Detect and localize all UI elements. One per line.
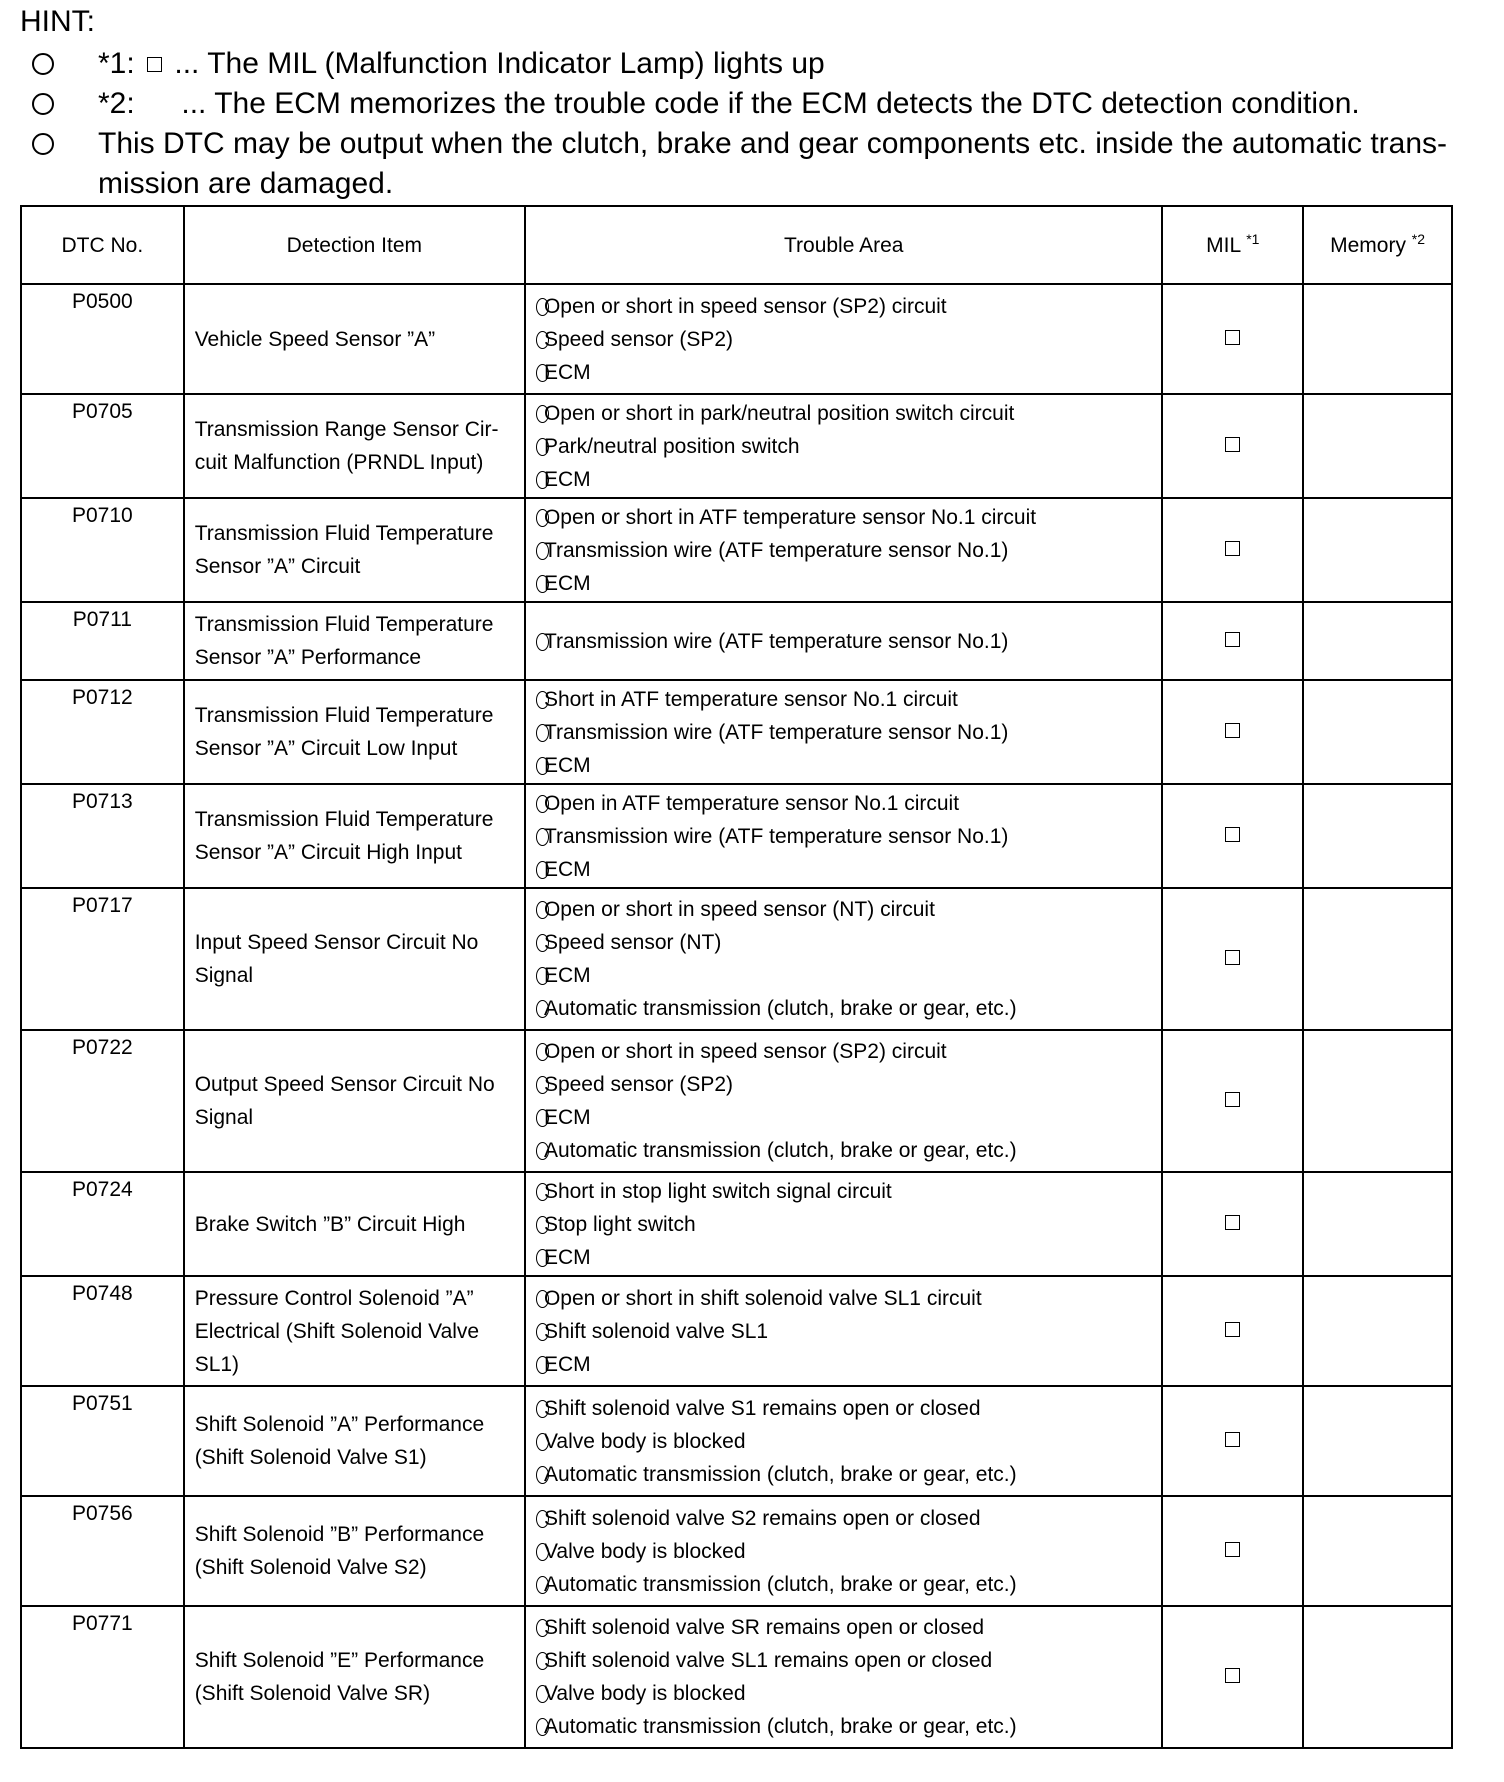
mil-square-icon xyxy=(1225,1542,1240,1557)
memory-cell xyxy=(1303,888,1452,1030)
trouble-area-item xyxy=(536,749,1152,782)
memory-cell xyxy=(1303,1276,1452,1386)
mil-cell xyxy=(1162,498,1303,602)
header-memory-note: *2 xyxy=(1411,230,1426,247)
trouble-area-item xyxy=(536,787,1152,820)
hint-note-text: ... The MIL (Malfunction Indicator Lamp) lights up xyxy=(174,47,825,80)
trouble-area-item xyxy=(536,1282,1152,1315)
mil-square-icon xyxy=(1225,950,1240,965)
table-row xyxy=(21,498,1452,602)
trouble-area-text: Open or short in park/neutral position switch circuit xyxy=(543,401,1015,425)
trouble-area-item xyxy=(536,1535,1152,1568)
mil-square-icon xyxy=(1225,1322,1240,1337)
trouble-area-text: ECM xyxy=(543,1106,591,1129)
mil-cell xyxy=(1162,1606,1303,1748)
trouble-area-text: Park/neutral position switch xyxy=(543,434,800,458)
memory-cell xyxy=(1303,284,1452,394)
table-row xyxy=(21,784,1452,888)
table-row xyxy=(21,1386,1452,1496)
trouble-area-item xyxy=(536,1348,1152,1381)
memory-cell xyxy=(1303,1606,1452,1748)
trouble-area-cell xyxy=(525,680,1163,784)
hint-item-mil-note xyxy=(20,44,1460,84)
trouble-area-item xyxy=(536,820,1152,853)
trouble-area-text: Shift solenoid valve S1 remains open or closed xyxy=(543,1396,981,1420)
mil-cell xyxy=(1162,284,1303,394)
bullet-circle-icon xyxy=(32,133,54,155)
trouble-area-text: Open or short in speed sensor (NT) circuit xyxy=(543,898,935,921)
trouble-area-text: Speed sensor (NT) xyxy=(543,931,722,954)
mil-square-icon xyxy=(1225,827,1240,842)
trouble-area-item xyxy=(536,1035,1152,1068)
trouble-area-item xyxy=(536,959,1152,992)
trouble-area-item xyxy=(536,992,1152,1025)
bullet-circle-icon xyxy=(32,93,54,115)
dtc-code-cell: P0722 xyxy=(21,1030,184,1172)
trouble-area-item xyxy=(536,1134,1152,1167)
detection-item-cell: Pressure Control Solenoid ”A” Electrical (Shift Solenoid Valve SL1) xyxy=(184,1276,525,1386)
memory-cell xyxy=(1303,784,1452,888)
trouble-area-text: Speed sensor (SP2) xyxy=(543,327,734,351)
dtc-code-cell: P0710 xyxy=(21,498,184,602)
trouble-area-item xyxy=(536,567,1152,600)
mil-square-icon xyxy=(1225,330,1240,345)
trouble-area-item xyxy=(536,534,1152,567)
trouble-area-item xyxy=(536,1710,1152,1743)
trouble-area-item xyxy=(536,356,1152,389)
mil-square-icon xyxy=(1225,632,1240,647)
trouble-area-text: Shift solenoid valve SL1 remains open or closed xyxy=(543,1649,993,1672)
table-row xyxy=(21,680,1452,784)
dtc-code-cell: P0717 xyxy=(21,888,184,1030)
trouble-area-text: Stop light switch xyxy=(543,1212,696,1236)
mil-cell xyxy=(1162,1030,1303,1172)
trouble-area-text: ECM xyxy=(543,1245,591,1269)
trouble-area-item xyxy=(536,716,1152,749)
trouble-area-item xyxy=(536,430,1152,463)
trouble-area-text: ECM xyxy=(543,857,591,881)
mil-square-icon xyxy=(1225,1215,1240,1230)
table-row xyxy=(21,1030,1452,1172)
mil-cell xyxy=(1162,1276,1303,1386)
trouble-area-item xyxy=(536,1502,1152,1535)
trouble-area-text: ECM xyxy=(543,753,591,777)
header-mil-label: MIL xyxy=(1206,233,1241,257)
trouble-area-item xyxy=(536,926,1152,959)
table-row xyxy=(21,1496,1452,1606)
trouble-area-text: Open or short in speed sensor (SP2) circuit xyxy=(543,294,947,318)
detection-item-cell: Transmission Fluid Temperature Sensor ”A” Circuit xyxy=(184,498,525,602)
header-detection-item: Detection Item xyxy=(184,206,525,284)
mil-square-icon xyxy=(1225,1668,1240,1683)
trouble-area-item xyxy=(536,683,1152,716)
trouble-area-item xyxy=(536,1101,1152,1134)
trouble-area-text: Short in stop light switch signal circuit xyxy=(543,1179,892,1203)
trouble-area-item xyxy=(536,397,1152,430)
trouble-area-text: Shift solenoid valve SL1 xyxy=(543,1319,769,1343)
detection-item-cell: Shift Solenoid ”A” Performance (Shift Solenoid Valve S1) xyxy=(184,1386,525,1496)
trouble-area-item xyxy=(536,290,1152,323)
trouble-area-item xyxy=(536,1677,1152,1710)
mil-square-icon xyxy=(1225,1092,1240,1107)
mil-square-icon xyxy=(1225,1432,1240,1447)
trouble-area-cell xyxy=(525,284,1163,394)
mil-cell xyxy=(1162,1386,1303,1496)
trouble-area-cell xyxy=(525,1496,1163,1606)
trouble-area-cell xyxy=(525,1030,1163,1172)
detection-item-cell: Transmission Fluid Temperature Sensor ”A” Circuit Low Input xyxy=(184,680,525,784)
trouble-area-item xyxy=(536,625,1152,658)
memory-cell xyxy=(1303,1030,1452,1172)
trouble-area-text: ECM xyxy=(543,571,591,595)
memory-cell xyxy=(1303,394,1452,498)
table-body xyxy=(21,284,1452,1748)
mil-cell xyxy=(1162,1496,1303,1606)
trouble-area-cell xyxy=(525,1172,1163,1276)
bullet-circle-icon xyxy=(32,53,54,75)
table-header-row xyxy=(21,206,1452,284)
trouble-area-item xyxy=(536,463,1152,496)
dtc-code-cell: P0724 xyxy=(21,1172,184,1276)
detection-item-cell: Shift Solenoid ”E” Performance (Shift Solenoid Valve SR) xyxy=(184,1606,525,1748)
hint-item-damage-note xyxy=(20,124,1460,204)
trouble-area-cell xyxy=(525,602,1163,680)
detection-item-cell: Transmission Range Sensor Cir- cuit Malfunction (PRNDL Input) xyxy=(184,394,525,498)
hint-note-marker: *1: xyxy=(98,47,135,80)
hint-title: HINT: xyxy=(20,5,95,38)
trouble-area-text: Short in ATF temperature sensor No.1 circuit xyxy=(543,687,958,711)
trouble-area-text: Open or short in shift solenoid valve SL1 circuit xyxy=(543,1286,982,1310)
header-mil-note: *1 xyxy=(1246,230,1260,247)
trouble-area-item xyxy=(536,323,1152,356)
trouble-area-item xyxy=(536,1241,1152,1274)
memory-cell xyxy=(1303,602,1452,680)
detection-item-cell: Vehicle Speed Sensor ”A” xyxy=(184,284,525,394)
detection-item-cell: Output Speed Sensor Circuit No Signal xyxy=(184,1030,525,1172)
trouble-area-text: Shift solenoid valve SR remains open or closed xyxy=(543,1616,985,1639)
dtc-code-cell: P0712 xyxy=(21,680,184,784)
header-mil xyxy=(1162,206,1303,284)
trouble-area-item xyxy=(536,1068,1152,1101)
header-memory-label: Memory xyxy=(1330,233,1406,257)
table-row xyxy=(21,1606,1452,1748)
mil-cell xyxy=(1162,1172,1303,1276)
detection-item-cell: Transmission Fluid Temperature Sensor ”A” Circuit High Input xyxy=(184,784,525,888)
trouble-area-text: ECM xyxy=(543,360,591,384)
memory-cell xyxy=(1303,1386,1452,1496)
table-row xyxy=(21,394,1452,498)
trouble-area-text: Automatic transmission (clutch, brake or gear, etc.) xyxy=(543,1572,1017,1596)
header-dtc-no: DTC No. xyxy=(21,206,184,284)
dtc-code-cell: P0751 xyxy=(21,1386,184,1496)
dtc-table xyxy=(20,205,1453,1749)
trouble-area-item xyxy=(536,1568,1152,1601)
trouble-area-text: Shift solenoid valve S2 remains open or closed xyxy=(543,1506,981,1530)
hint-section xyxy=(20,4,1460,204)
detection-item-cell: Transmission Fluid Temperature Sensor ”A” Performance xyxy=(184,602,525,680)
trouble-area-text: Open or short in ATF temperature sensor No.1 circuit xyxy=(543,505,1037,529)
trouble-area-cell xyxy=(525,1276,1163,1386)
dtc-code-cell: P0711 xyxy=(21,602,184,680)
table-row xyxy=(21,602,1452,680)
mil-cell xyxy=(1162,784,1303,888)
trouble-area-cell xyxy=(525,394,1163,498)
mil-cell xyxy=(1162,680,1303,784)
trouble-area-text: Speed sensor (SP2) xyxy=(543,1073,734,1096)
trouble-area-text: Transmission wire (ATF temperature sensor No.1) xyxy=(543,629,1009,653)
trouble-area-item xyxy=(536,853,1152,886)
trouble-area-cell xyxy=(525,784,1163,888)
memory-cell xyxy=(1303,1172,1452,1276)
trouble-area-cell xyxy=(525,1386,1163,1496)
trouble-area-item xyxy=(536,1175,1152,1208)
trouble-area-text: Open in ATF temperature sensor No.1 circuit xyxy=(543,791,960,815)
mil-cell xyxy=(1162,602,1303,680)
trouble-area-item xyxy=(536,1208,1152,1241)
trouble-area-text: Valve body is blocked xyxy=(543,1539,746,1563)
trouble-area-cell xyxy=(525,888,1163,1030)
mil-square-icon xyxy=(1225,541,1240,556)
trouble-area-item xyxy=(536,1458,1152,1491)
detection-item-cell: Brake Switch ”B” Circuit High xyxy=(184,1172,525,1276)
trouble-area-text: Automatic transmission (clutch, brake or gear, etc.) xyxy=(543,1462,1017,1486)
table-row xyxy=(21,888,1452,1030)
trouble-area-text: ECM xyxy=(543,1352,591,1376)
hint-note-text: ... The ECM memorizes the trouble code if the ECM detects the DTC detection condition. xyxy=(181,87,1360,120)
memory-cell xyxy=(1303,1496,1452,1606)
detection-item-cell: Shift Solenoid ”B” Performance (Shift Solenoid Valve S2) xyxy=(184,1496,525,1606)
dtc-code-cell: P0748 xyxy=(21,1276,184,1386)
mil-cell xyxy=(1162,394,1303,498)
trouble-area-item xyxy=(536,1392,1152,1425)
trouble-area-item xyxy=(536,1315,1152,1348)
header-memory xyxy=(1303,206,1452,284)
memory-cell xyxy=(1303,680,1452,784)
table-row xyxy=(21,284,1452,394)
dtc-code-cell: P0705 xyxy=(21,394,184,498)
mil-square-icon xyxy=(1225,723,1240,738)
dtc-code-cell: P0713 xyxy=(21,784,184,888)
mil-square-icon xyxy=(1225,437,1240,452)
trouble-area-text: ECM xyxy=(543,964,591,987)
detection-item-cell: Input Speed Sensor Circuit No Signal xyxy=(184,888,525,1030)
dtc-code-cell: P0771 xyxy=(21,1606,184,1748)
trouble-area-text: Valve body is blocked xyxy=(543,1682,746,1705)
trouble-area-text: Automatic transmission (clutch, brake or gear, etc.) xyxy=(543,1715,1017,1738)
trouble-area-item xyxy=(536,1425,1152,1458)
trouble-area-text: Automatic transmission (clutch, brake or gear, etc.) xyxy=(543,1139,1017,1162)
hint-note-marker: *2: xyxy=(98,87,135,120)
dtc-code-cell: P0756 xyxy=(21,1496,184,1606)
hint-item-memory-note xyxy=(20,84,1460,124)
trouble-area-text: Open or short in speed sensor (SP2) circuit xyxy=(543,1040,947,1063)
mil-cell xyxy=(1162,888,1303,1030)
trouble-area-item xyxy=(536,1611,1152,1644)
memory-cell xyxy=(1303,498,1452,602)
trouble-area-item xyxy=(536,893,1152,926)
table-row xyxy=(21,1172,1452,1276)
trouble-area-cell xyxy=(525,498,1163,602)
trouble-area-text: Transmission wire (ATF temperature sensor No.1) xyxy=(543,824,1009,848)
trouble-area-item xyxy=(536,501,1152,534)
trouble-area-text: Transmission wire (ATF temperature sensor No.1) xyxy=(543,720,1009,744)
trouble-area-text: Valve body is blocked xyxy=(543,1429,746,1453)
hint-note-text: This DTC may be output when the clutch, brake and gear components etc. inside the automatic trans- mission are damaged. xyxy=(98,127,1448,200)
dtc-code-cell: P0500 xyxy=(21,284,184,394)
table-row xyxy=(21,1276,1452,1386)
header-trouble-area: Trouble Area xyxy=(525,206,1163,284)
trouble-area-text: Transmission wire (ATF temperature sensor No.1) xyxy=(543,538,1009,562)
trouble-area-item xyxy=(536,1644,1152,1677)
trouble-area-text: ECM xyxy=(543,467,591,491)
mil-square-icon xyxy=(147,57,162,72)
trouble-area-text: Automatic transmission (clutch, brake or gear, etc.) xyxy=(543,997,1017,1020)
trouble-area-cell xyxy=(525,1606,1163,1748)
